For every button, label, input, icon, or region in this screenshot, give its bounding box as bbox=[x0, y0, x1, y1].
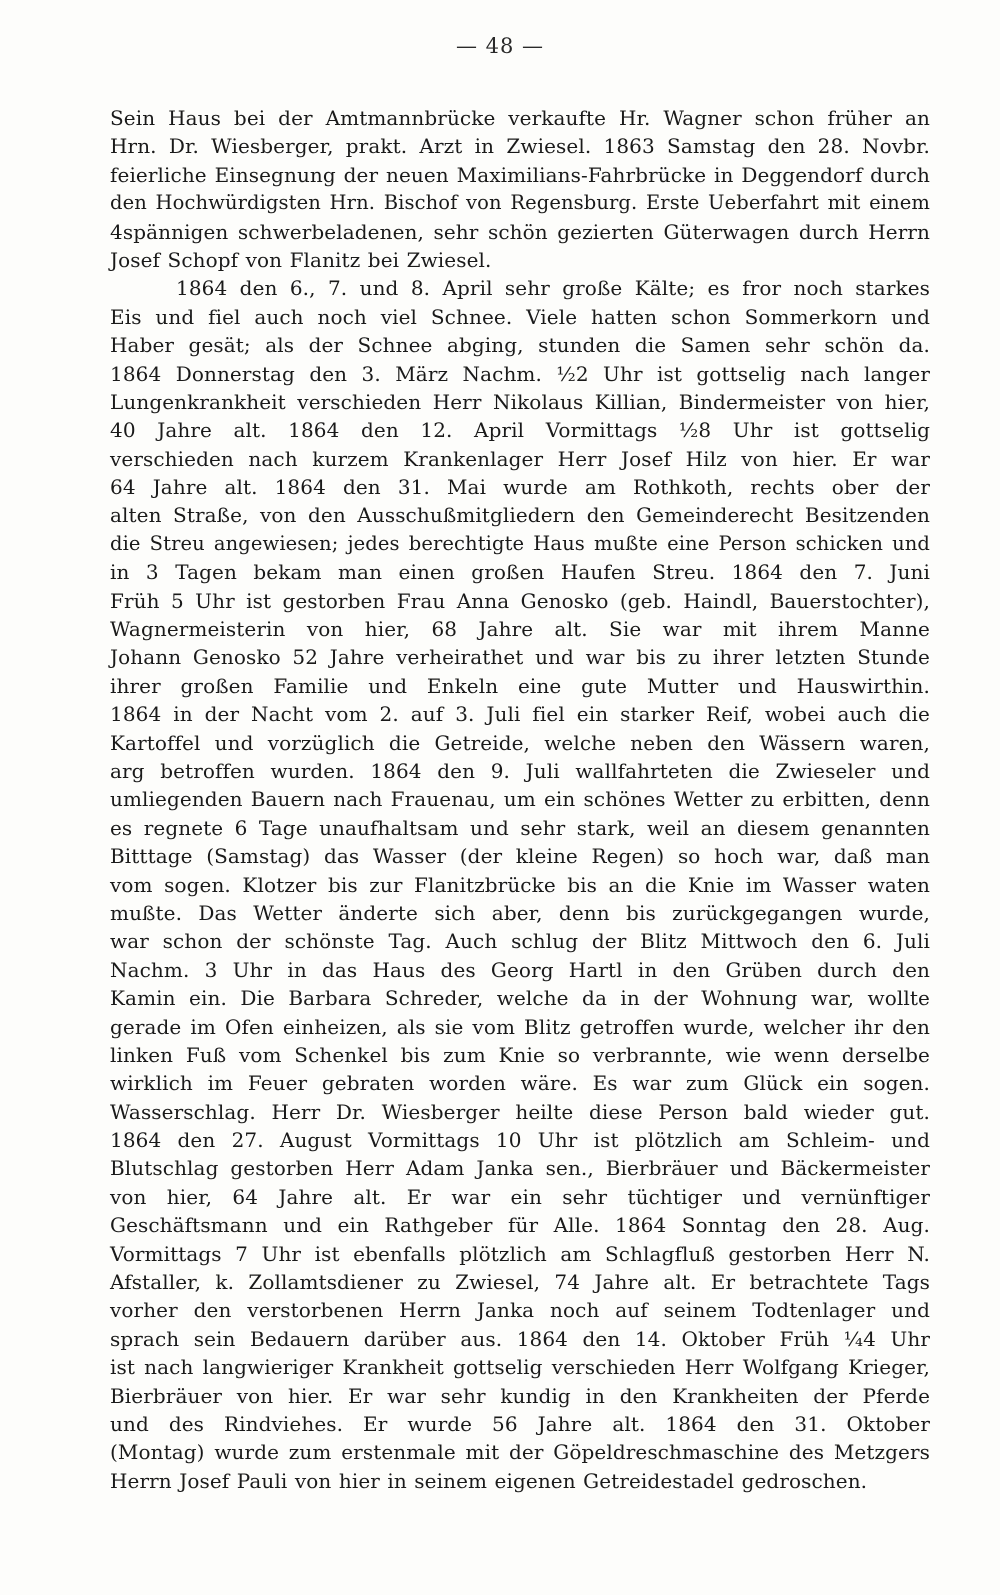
text-line: alten Straße, von den Ausschußmitgliedern den Gemeinderecht Besitzenden bbox=[110, 503, 930, 528]
text-line: verschieden nach kurzem Krankenlager Herr Josef Hilz von hier. Er war bbox=[110, 446, 930, 471]
text-line: mußte. Das Wetter änderte sich aber, denn bis zurückgegangen wurde, bbox=[110, 900, 930, 925]
text-line: vom sogen. Klotzer bis zur Flanitzbrücke bis an die Knie im Wasser waten bbox=[110, 872, 930, 897]
text-line: Geschäftsmann und ein Rathgeber für Alle. 1864 Sonntag den 28. Aug. bbox=[110, 1213, 930, 1238]
text-line: Wasserschlag. Herr Dr. Wiesberger heilte diese Person bald wieder gut. bbox=[110, 1099, 930, 1124]
text-line: 1864 in der Nacht vom 2. auf 3. Juli fiel ein starker Reif, wobei auch die bbox=[110, 702, 930, 727]
text-line: den Hochwürdigsten Hrn. Bischof von Regensburg. Erste Ueberfahrt mit einem bbox=[110, 191, 930, 215]
text-line: 64 Jahre alt. 1864 den 31. Mai wurde am Rothkoth, rechts ober der bbox=[110, 475, 930, 500]
text-line: Nachm. 3 Uhr in das Haus des Georg Hartl in den Grüben durch den bbox=[110, 957, 930, 982]
text-line: es regnete 6 Tage unaufhaltsam und sehr stark, weil an diesem genannten bbox=[110, 815, 930, 840]
text-line: wirklich im Feuer gebraten worden wäre. Es war zum Glück ein sogen. bbox=[110, 1071, 930, 1096]
text-line: Bitttage (Samstag) das Wasser (der kleine Regen) so hoch war, daß man bbox=[110, 844, 930, 869]
text-line: Josef Schopf von Flanitz bei Zwiesel. bbox=[110, 247, 492, 272]
text-line: Blutschlag gestorben Herr Adam Janka sen., Bierbräuer und Bäckermeister bbox=[110, 1156, 930, 1181]
text-line: und des Rindviehes. Er wurde 56 Jahre alt. 1864 den 31. Oktober bbox=[110, 1411, 930, 1436]
text-line: die Streu angewiesen; jedes berechtigte Haus mußte eine Person schicken und bbox=[110, 531, 930, 555]
text-line: war schon der schönste Tag. Auch schlug der Blitz Mittwoch den 6. Juli bbox=[110, 929, 930, 954]
paragraph-start-line: 1864 den 6., 7. und 8. April sehr große Kälte; es fror noch starkes bbox=[176, 276, 930, 301]
text-line: Bierbräuer von hier. Er war sehr kundig in den Krankheiten der Pferde bbox=[110, 1383, 930, 1408]
text-line: 1864 Donnerstag den 3. März Nachm. ½2 Uhr ist gottselig nach langer bbox=[110, 361, 930, 386]
text-line: 4spännigen schwerbeladenen, sehr schön gezierten Güterwagen durch Herrn bbox=[110, 219, 930, 244]
text-line: Herrn Josef Pauli von hier in seinem eigenen Getreidestadel gedroschen. bbox=[110, 1468, 868, 1493]
text-line: ist nach langwieriger Krankheit gottselig verschieden Herr Wolfgang Krieger, bbox=[110, 1355, 930, 1380]
text-line: (Montag) wurde zum erstenmale mit der Göpeldreschmaschine des Metzgers bbox=[110, 1440, 930, 1465]
text-line: ihrer großen Familie und Enkeln eine gute Mutter und Hauswirthin. bbox=[110, 673, 930, 698]
text-line: Haber gesät; als der Schnee abging, stunden die Samen sehr schön da. bbox=[110, 333, 930, 358]
text-line: linken Fuß vom Schenkel bis zum Knie so verbrannte, wie wenn derselbe bbox=[110, 1042, 930, 1067]
body-text bbox=[110, 104, 930, 1495]
text-line: Hrn. Dr. Wiesberger, prakt. Arzt in Zwiesel. 1863 Samstag den 28. Novbr. bbox=[110, 134, 930, 159]
page-number: — 48 — bbox=[455, 34, 545, 58]
text-line: Kamin ein. Die Barbara Schreder, welche da in der Wohnung war, wollte bbox=[110, 986, 930, 1011]
text-line: 40 Jahre alt. 1864 den 12. April Vormittags ½8 Uhr ist gottselig bbox=[110, 418, 930, 443]
text-line: Afstaller, k. Zollamtsdiener zu Zwiesel, 74 Jahre alt. Er betrachtete Tags bbox=[110, 1270, 930, 1295]
text-line: Eis und fiel auch noch viel Schnee. Viele hatten schon Sommerkorn und bbox=[110, 304, 930, 329]
text-line: arg betroffen wurden. 1864 den 9. Juli wallfahrteten die Zwieseler und bbox=[110, 758, 930, 783]
text-line: umliegenden Bauern nach Frauenau, um ein schönes Wetter zu erbitten, denn bbox=[110, 787, 930, 812]
text-line: in 3 Tagen bekam man einen großen Haufen Streu. 1864 den 7. Juni bbox=[110, 560, 930, 585]
text-line: Vormittags 7 Uhr ist ebenfalls plötzlich am Schlagfluß gestorben Herr N. bbox=[110, 1241, 930, 1266]
text-line: von hier, 64 Jahre alt. Er war ein sehr tüchtiger und vernünftiger bbox=[110, 1184, 930, 1209]
text-line: Sein Haus bei der Amtmannbrücke verkaufte Hr. Wagner schon früher an bbox=[110, 106, 930, 130]
text-line: sprach sein Bedauern darüber aus. 1864 den 14. Oktober Früh ¼4 Uhr bbox=[110, 1326, 930, 1351]
text-line: Johann Genosko 52 Jahre verheirathet und war bis zu ihrer letzten Stunde bbox=[110, 645, 930, 670]
text-line: Kartoffel und vorzüglich die Getreide, welche neben den Wässern waren, bbox=[110, 730, 930, 755]
text-line: gerade im Ofen einheizen, als sie vom Blitz getroffen wurde, welcher ihr den bbox=[110, 1014, 930, 1039]
text-line: Früh 5 Uhr ist gestorben Frau Anna Genosko (geb. Haindl, Bauerstochter), bbox=[110, 588, 930, 613]
text-line: feierliche Einsegnung der neuen Maximilians-Fahrbrücke in Deggendorf durch bbox=[110, 162, 930, 187]
text-line: Wagnermeisterin von hier, 68 Jahre alt. Sie war mit ihrem Manne bbox=[110, 617, 930, 642]
text-line: vorher den verstorbenen Herrn Janka noch auf seinem Todtenlager und bbox=[110, 1298, 930, 1323]
text-line: 1864 den 27. August Vormittags 10 Uhr ist plötzlich am Schleim- und bbox=[110, 1128, 930, 1153]
text-line: Lungenkrankheit verschieden Herr Nikolaus Killian, Bindermeister von hier, bbox=[110, 389, 930, 414]
